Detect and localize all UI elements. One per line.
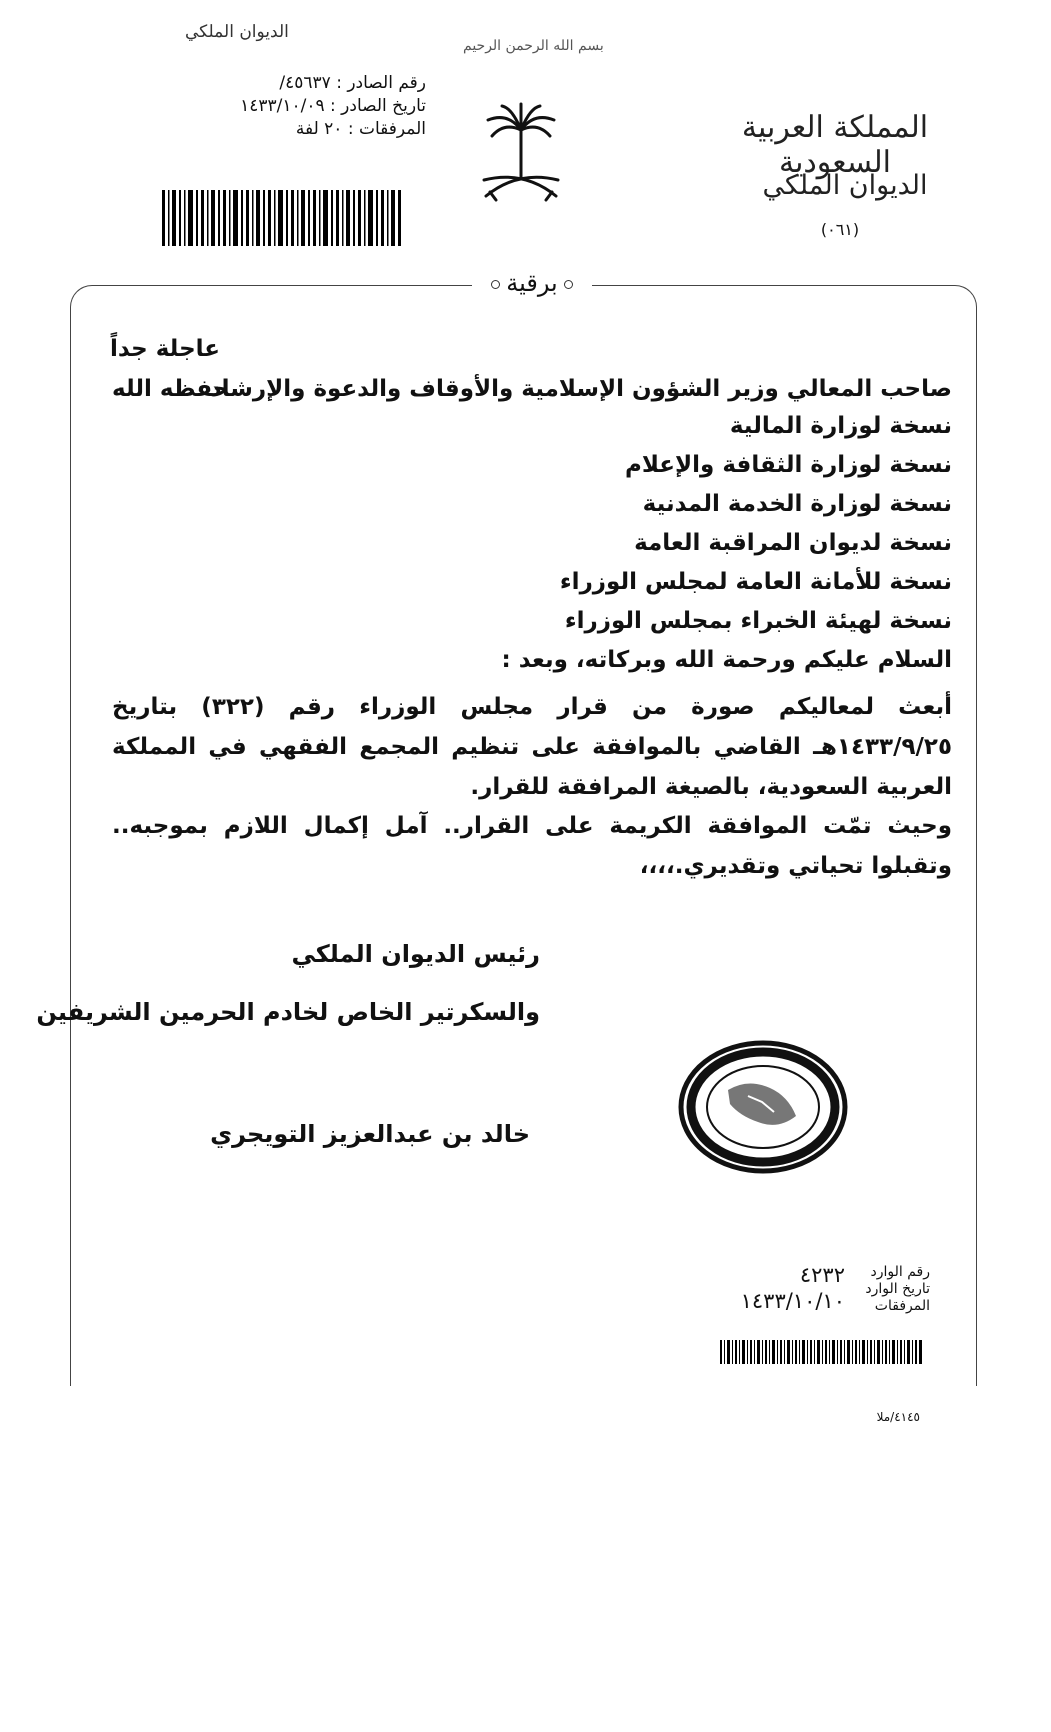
incoming-date: ١٤٣٣/١٠/١٠ xyxy=(740,1289,845,1313)
signatory-name: خالد بن عبدالعزيز التويجري xyxy=(210,1120,530,1148)
copy-recipient: نسخة لديوان المراقبة العامة xyxy=(634,530,952,556)
greeting: السلام عليكم ورحمة الله وبركاته، وبعد : xyxy=(501,647,952,673)
basmala: بسم الله الرحمن الرحيم xyxy=(463,38,604,54)
incoming-date-label: تاريخ الوارد xyxy=(865,1281,930,1297)
copy-recipient: نسخة لوزارة المالية xyxy=(729,413,952,439)
issue-info xyxy=(160,72,426,141)
addressee: صاحب المعالي وزير الشؤون الإسلامية والأوقاف والدعوة والإرشاد xyxy=(209,376,952,402)
blessing: حفظه الله xyxy=(112,376,230,402)
addressee-line xyxy=(112,376,952,402)
barcode-icon xyxy=(720,1338,924,1366)
royal-court-title: الديوان الملكي xyxy=(762,170,928,201)
telegram-label: برقية xyxy=(472,264,592,302)
attachments: المرفقات : ٢٠ لفة xyxy=(295,119,426,139)
top-left-label: الديوان الملكي xyxy=(185,22,289,42)
incoming-attachments-label: المرفقات xyxy=(874,1298,930,1314)
incoming-number: ٤٢٣٢ xyxy=(799,1263,845,1287)
kingdom-title: المملكة العربية السعودية xyxy=(741,110,929,180)
body-paragraph: أبعث لمعاليكم صورة من قرار مجلس الوزراء رقم (٣٢٢) بتاريخ ١٤٣٣/٩/٢٥هـ القاضي بالموافقة على تنظيم المجمع الفقهي في المملكة العربية السعودية، بالصيغة المرافقة للقرار. xyxy=(112,694,952,800)
incoming-number-label: رقم الوارد xyxy=(870,1264,930,1280)
barcode-icon xyxy=(160,184,404,260)
copy-recipient: نسخة لوزارة الثقافة والإعلام xyxy=(624,452,952,478)
copy-recipient: نسخة لوزارة الخدمة المدنية xyxy=(642,491,952,517)
incoming-labels xyxy=(850,1264,930,1315)
ornament-dot-icon xyxy=(491,280,500,289)
footer-code: ٤١٤٥/ملا xyxy=(876,1410,920,1424)
incoming-values xyxy=(700,1262,845,1314)
ornament-dot-icon xyxy=(564,280,573,289)
copy-recipient: نسخة لهيئة الخبراء بمجلس الوزراء xyxy=(564,608,952,634)
issue-date: تاريخ الصادر : ١٤٣٣/١٠/٠٩ xyxy=(240,96,426,116)
signatory-title: رئيس الديوان الملكي xyxy=(291,940,540,968)
palm-swords-emblem-icon xyxy=(478,100,564,210)
signatory-subtitle: والسكرتير الخاص لخادم الحرمين الشريفين xyxy=(36,998,540,1026)
urgent-label: عاجلة جداً xyxy=(109,336,220,362)
body-paragraph: وحيث تمّت الموافقة الكريمة على القرار.. آمل إكمال اللازم بموجبه.. وتقبلوا تحياتي وتقديري.،،،، xyxy=(112,813,952,879)
issue-number: رقم الصادر : ٤٥٦٣٧/ xyxy=(279,73,426,93)
copy-recipient: نسخة للأمانة العامة لمجلس الوزراء xyxy=(559,569,952,595)
department-code: (٠٦١) xyxy=(820,220,860,239)
official-seal-icon xyxy=(678,1040,848,1174)
